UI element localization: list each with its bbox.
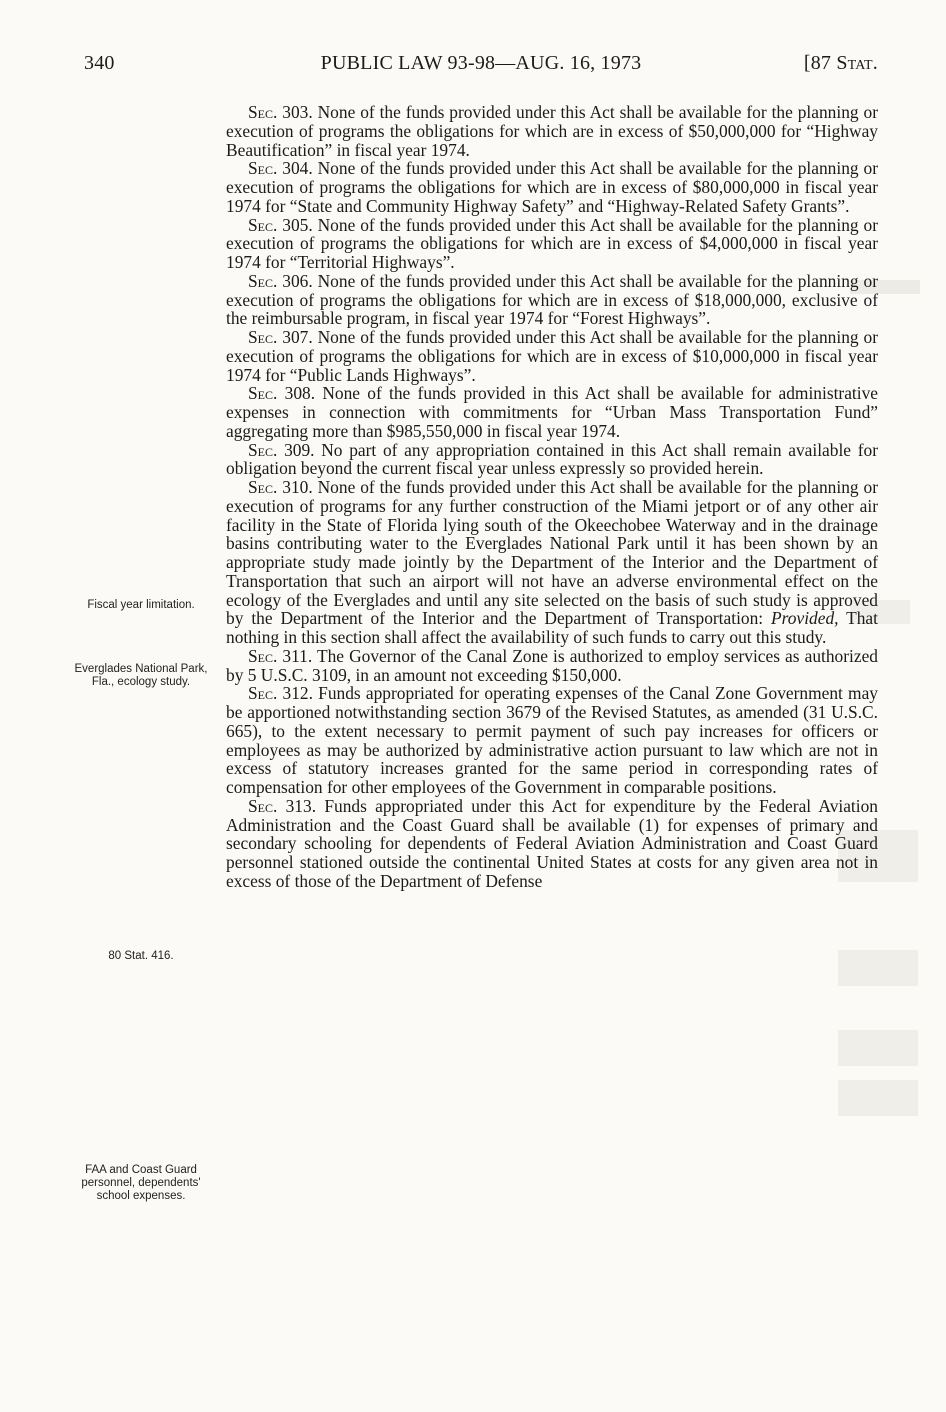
section-number: Sec. 309. — [248, 439, 315, 460]
bleed-through-shadow — [838, 1030, 918, 1066]
section-312 — [226, 684, 878, 797]
section-310 — [226, 478, 878, 647]
margin-note-faa-coast-guard: FAA and Coast Guard personnel, dependents' school expenses. — [81, 1164, 201, 1202]
section-text: Funds appropriated for operating expenses of the Canal Zone Government may be apportioned notwithstanding section 3679 of the Revised Statutes, as amended (31 U.S.C. 665), to the extent necessary to permit payment of such pay increases for officers or employees as may be authorized by administrative action pursuant to law which are not in excess of statutory increases granted for the same period in corresponding rates of compensation for other employees of the Government in comparable positions. — [226, 683, 878, 797]
section-303 — [226, 103, 878, 159]
section-313 — [226, 797, 878, 891]
section-text: No part of any appropriation contained in this Act shall remain available for obligation beyond the current fiscal year unless expressly so provided herein. — [226, 439, 878, 479]
section-text: None of the funds provided under this Act shall be available for the planning or execution of programs the obligations for which are in excess of $10,000,000 in fiscal year 1974 for “Public Lands Highways”. — [226, 327, 878, 385]
page-header — [84, 52, 878, 84]
margin-note-everglades: Everglades National Park, Fla., ecology study. — [74, 663, 208, 688]
statute-volume: [87 Stat. — [803, 52, 878, 74]
section-number: Sec. 305. — [248, 214, 313, 235]
margin-note-fiscal-year: Fiscal year limitation. — [87, 599, 195, 611]
section-number: Sec. 310. — [248, 477, 313, 497]
section-text: Funds appropriated under this Act for expenditure by the Federal Aviation Administration and the Coast Guard shall be available (1) for expenses of primary and secondary schooling for dependents of Federal Aviation Administration and Coast Guard personnel stationed outside the continental United States at costs for any given area not in excess of those of the Department of Defense — [226, 795, 878, 891]
section-304 — [226, 159, 878, 215]
section-311 — [226, 647, 878, 685]
section-number: Sec. 312. — [248, 683, 313, 704]
bleed-through-shadow — [838, 950, 918, 986]
section-306 — [226, 272, 878, 328]
section-text: None of the funds provided under this Act shall be available for the planning or execution of programs the obligations for which are in excess of $50,000,000 for “Highway Beautification” in fiscal year 1974. — [226, 102, 878, 160]
section-number: Sec. 306. — [248, 270, 313, 291]
section-text: None of the funds provided in this Act shall be available for administrative expenses in connection with commitments for “Urban Mass Transportation Fund” aggregating more than $985,550,000 in fiscal year 1974. — [226, 383, 879, 441]
section-number: Sec. 313. — [248, 795, 317, 816]
section-307 — [226, 328, 878, 384]
margin-note-stat-416: 80 Stat. 416. — [108, 950, 174, 962]
bleed-through-shadow — [838, 1080, 918, 1116]
section-text: The Governor of the Canal Zone is authorized to employ services as authorized by 5 U.S.C. 3109, in an amount not exceeding $150,000. — [226, 645, 878, 685]
section-text: That nothing in this section shall affect the availability of such funds to carry out this study. — [226, 608, 878, 647]
section-305 — [226, 216, 878, 272]
section-text: None of the funds provided under this Act shall be available for the planning or execution of programs the obligations for which are in excess of $80,000,000 in fiscal year 1974 for “State and Community Highway Safety” and “Highway-Related Safety Grants”. — [226, 158, 878, 216]
page-number: 340 — [84, 52, 115, 74]
section-number: Sec. 311. — [248, 645, 313, 666]
section-text: None of the funds provided under this Act shall be available for the planning or execution of programs the obligations for which are in excess of $4,000,000 in fiscal year 1974 for “Territorial Highways”. — [226, 214, 878, 272]
section-308 — [226, 384, 878, 440]
section-number: Sec. 303. — [248, 102, 313, 122]
proviso-word: Provided, — [771, 608, 839, 629]
section-number: Sec. 308. — [248, 383, 316, 404]
section-number: Sec. 307. — [248, 327, 313, 347]
section-309 — [226, 441, 878, 479]
statute-body — [226, 103, 878, 891]
section-number: Sec. 304. — [248, 158, 313, 179]
section-text: None of the funds provided under this Act shall be available for the planning or execution of programs the obligations for which are in excess of $18,000,000, exclusive of the reimbursable program, in fiscal year 1974 for “Forest Highways”. — [226, 270, 878, 329]
running-title: PUBLIC LAW 93-98—AUG. 16, 1973 — [320, 52, 642, 74]
section-text: None of the funds provided under this Act shall be available for the planning or execution of programs for any further construction of the Miami jetport or of any other air facility in the State of Florida lying south of the Okeechobee Waterway and in the drainage basins contributing water to the Everglades National Park until it has been shown by an appropriate study made jointly by the Department of the Interior and the Department of Transportation that such an airport will not have an adverse environmental effect on the ecology of the Everglades and until any site selected on the basis of such study is approved by the Department of the Interior and the Department of Transportation: — [226, 477, 878, 629]
